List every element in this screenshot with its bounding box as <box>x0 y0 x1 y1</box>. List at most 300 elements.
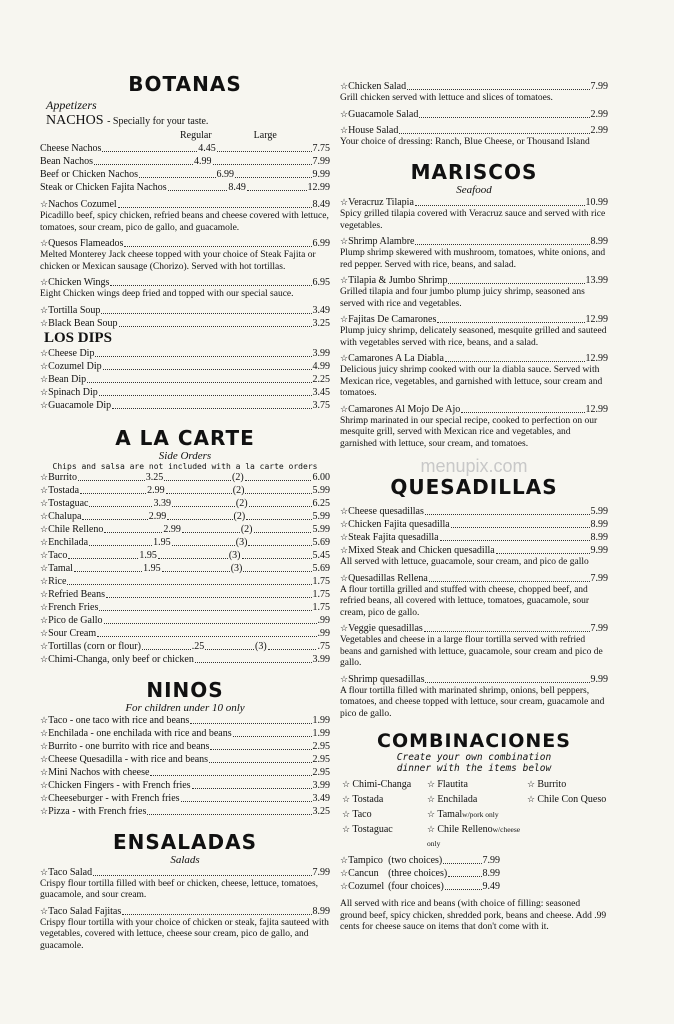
leader-dots <box>437 313 584 323</box>
leader-dots <box>106 588 311 598</box>
leader-dots <box>101 304 311 314</box>
star-icon: ☆ <box>40 805 49 816</box>
menu-item-row <box>40 779 330 792</box>
quesadilla-special-item <box>340 622 608 670</box>
large-price: 12.99 <box>307 182 331 193</box>
item-name: Mini Nachos with cheese <box>48 766 150 778</box>
item-name: Fajitas De Camarones <box>348 314 437 325</box>
ensaladas-list-left <box>40 866 330 953</box>
star-icon: ☆ <box>340 572 349 583</box>
leader-dots <box>164 471 231 481</box>
nachos-row <box>40 181 330 194</box>
combo-choice <box>527 792 608 807</box>
quantity: (3) <box>235 536 248 548</box>
leader-dots <box>162 562 230 572</box>
nachos-row <box>40 155 330 168</box>
combo-choice <box>527 777 608 792</box>
menu-item-row <box>340 531 608 544</box>
star-icon: ☆ <box>40 373 49 384</box>
ensaladas-list-right <box>340 80 608 148</box>
leader-dots <box>139 168 215 178</box>
menu-item-row <box>40 614 330 627</box>
leader-dots <box>213 155 312 165</box>
leader-dots <box>217 142 312 152</box>
star-icon: ☆ <box>40 562 49 573</box>
item-price: 12.99 <box>585 403 608 415</box>
multi-price: 5.99 <box>312 484 330 496</box>
a-la-carte-row <box>40 510 330 523</box>
star-icon: ☆ <box>40 510 49 521</box>
leader-dots <box>419 108 589 118</box>
item-description: Crispy flour tortilla filled with beef or chicken, cheese, lettuce, tomatoes, guacamole, and sour cream. <box>40 878 319 900</box>
leader-dots <box>195 653 312 663</box>
combo-choice-label: Chile Relleno <box>437 824 493 835</box>
item-name: Taco <box>48 549 68 561</box>
combo-price: 9.49 <box>482 881 500 892</box>
star-icon: ☆ <box>340 545 349 555</box>
item-price: 2.99 <box>590 108 608 120</box>
star-icon: ☆ <box>427 794 438 804</box>
leader-dots <box>245 484 311 494</box>
item-name: Mixed Steak and Chicken quesadilla <box>348 545 495 556</box>
regular-label: Regular <box>180 130 212 141</box>
combo-choice-label: Chimi-Changa <box>352 779 412 790</box>
menu-item-row <box>340 572 608 585</box>
leader-dots <box>119 317 312 327</box>
leader-dots <box>182 523 240 533</box>
leader-dots <box>243 562 311 572</box>
star-icon: ☆ <box>40 753 49 764</box>
botanas-items <box>40 198 330 301</box>
multi-price: .75 <box>317 640 330 652</box>
item-price: 1.99 <box>312 714 330 726</box>
item-name: Shrimp Alambre <box>348 236 415 247</box>
star-icon: ☆ <box>40 523 49 534</box>
leader-dots <box>112 399 311 409</box>
leader-dots <box>97 627 316 637</box>
mariscos-list <box>340 196 608 450</box>
quesadilla-special-item <box>340 572 608 620</box>
quesadillas-title: QUESADILLAS <box>390 475 558 499</box>
combinaciones-footer: All served with rice and beans (with choice of filling: seasoned ground beef, spicy chicken, shredded pork, beans and cheese. Add .99 cents for cheese sauce on items that don't come with it. <box>340 899 607 932</box>
combo-price: 8.99 <box>482 868 500 879</box>
a-la-carte-items <box>40 471 330 666</box>
star-icon: ☆ <box>40 317 49 328</box>
salad-item <box>40 905 330 953</box>
leader-dots <box>168 181 228 191</box>
menu-item-row <box>40 360 330 373</box>
combo-price-row <box>340 867 500 880</box>
multi-price: 5.99 <box>312 510 331 522</box>
item-description: Eight Chicken wings deep fried and topped with our special sauce. <box>40 289 294 299</box>
star-icon: ☆ <box>40 792 49 803</box>
item-name: Spinach Dip <box>48 386 98 398</box>
star-icon: ☆ <box>340 855 349 865</box>
item-name: Taco Salad <box>48 866 93 878</box>
leader-dots <box>104 614 317 624</box>
multi-price: 6.25 <box>312 497 331 509</box>
leader-dots <box>82 510 147 520</box>
leader-dots <box>99 386 312 396</box>
leader-dots <box>99 601 311 611</box>
menu-item-row <box>40 766 330 779</box>
star-icon: ☆ <box>40 497 49 508</box>
item-description: Vegetables and cheese in a large flour tortilla served with refried beans and garnished with lettuce, guacamole, sour cream and pico de gallo. <box>340 635 603 668</box>
item-description: Melted Monterey Jack cheese topped with your choice of Steak Fajita or chicken or Mexican sausage (Chorizo). Served with hot tortillas. <box>40 250 316 272</box>
combo-choice <box>427 822 527 851</box>
nachos-heading <box>46 113 330 129</box>
item-description: Shrimp marinated in our special recipe, cooked to perfection on our mesquite grill, served with Mexican rice and vegetables, and garnished with lettuce, sour cream, and tomatoes. <box>340 415 598 449</box>
star-icon: ☆ <box>40 640 49 651</box>
menu-item-row <box>340 80 608 93</box>
item-name: Rice <box>48 575 67 587</box>
single-price: 3.39 <box>153 497 171 509</box>
menu-item-row <box>40 347 330 360</box>
leader-dots <box>181 792 312 802</box>
combo-choice <box>427 792 527 807</box>
menu-item-row <box>340 403 608 416</box>
star-icon: ☆ <box>340 673 349 684</box>
item-price: 3.99 <box>312 653 330 665</box>
quantity: (2) <box>240 523 253 535</box>
item-name: Burrito - one burrito with rice and beans <box>48 740 210 752</box>
quesadillas-note: All served with lettuce, guacamole, sour cream, and pico de gallo <box>340 557 589 567</box>
item-name: Pizza - with French fries <box>48 805 147 817</box>
ninos-subtitle: For children under 10 only <box>125 701 245 714</box>
star-icon: ☆ <box>40 614 49 625</box>
quesadillas-list <box>340 505 608 557</box>
item-price: 3.49 <box>312 792 330 804</box>
salad-item <box>340 108 608 121</box>
item-description: Delicious juicy shrimp cooked with our la diabla sauce. Served with Mexican rice, vegetables, and garnished with lettuce, sour cream and tomatoes. <box>340 365 603 398</box>
item-name: Quesos Flameados <box>48 238 124 249</box>
star-icon: ☆ <box>340 197 349 207</box>
menu-item-row <box>40 588 330 601</box>
item-description: Grill chicken served with lettuce and slices of tomatoes. <box>340 93 553 103</box>
leader-dots <box>205 640 254 650</box>
menu-item-row <box>40 753 330 766</box>
item-price: 3.49 <box>312 304 330 316</box>
nachos-row <box>40 168 330 181</box>
leader-dots <box>87 373 311 383</box>
leader-dots <box>268 640 317 650</box>
multi-price: 6.00 <box>312 471 330 483</box>
leader-dots <box>445 880 482 890</box>
item-name: Cheese Nachos <box>40 143 102 154</box>
star-icon: ☆ <box>40 347 49 358</box>
menu-item-row <box>340 313 608 326</box>
item-price: .99 <box>317 614 330 626</box>
item-name: Tamal <box>48 562 73 574</box>
item-price: 7.99 <box>590 572 608 584</box>
quantity: (3) <box>228 549 241 561</box>
combo-choice-note: w/pork only <box>462 810 499 819</box>
seafood-item <box>340 274 608 310</box>
star-icon: ☆ <box>40 575 49 586</box>
leader-dots <box>124 237 311 247</box>
single-price: 1.95 <box>153 536 171 548</box>
leader-dots <box>209 753 311 763</box>
combo-name: Cozumel <box>348 881 385 892</box>
star-icon: ☆ <box>340 403 349 414</box>
ninos-title: NINOS <box>146 677 224 702</box>
quantity: (3) <box>230 562 243 574</box>
item-price: 2.95 <box>312 740 330 752</box>
menu-item-row <box>40 792 330 805</box>
star-icon: ☆ <box>342 779 353 789</box>
star-icon: ☆ <box>40 727 49 738</box>
leader-dots <box>451 518 590 528</box>
menu-item-row <box>40 714 330 727</box>
leader-dots <box>415 235 589 245</box>
item-name: Quesadillas Rellena <box>348 572 428 584</box>
star-icon: ☆ <box>340 275 349 285</box>
item-name: Cheese quesadillas <box>348 506 424 517</box>
a-la-carte-note: Chips and salsa are not included with a la carte orders <box>52 461 318 471</box>
appetizers-label: Appetizers <box>46 98 97 112</box>
item-name: Veracruz Tilapia <box>348 197 414 208</box>
combo-price: 7.99 <box>482 855 500 866</box>
leader-dots <box>122 905 311 915</box>
menu-item-row <box>40 373 330 386</box>
item-price: 7.99 <box>590 623 608 634</box>
item-name: Chimi-Changa, only beef or chicken <box>48 653 194 665</box>
menu-item-row <box>340 544 608 557</box>
leader-dots <box>104 523 162 533</box>
a-la-carte-subtitle: Side Orders <box>158 449 212 462</box>
star-icon: ☆ <box>40 549 49 560</box>
combo-name: Tampico <box>348 855 383 866</box>
leader-dots <box>443 854 481 864</box>
item-name: Steak Fajita quesadilla <box>348 532 439 543</box>
seafood-item <box>340 403 608 451</box>
tortillas-row <box>40 640 330 653</box>
leader-dots <box>118 198 312 208</box>
menu-item-row <box>40 740 330 753</box>
mariscos-subtitle: Seafood <box>456 184 492 196</box>
combinaciones-grid <box>340 777 608 851</box>
item-name: Enchilada - one enchilada with rice and beans <box>48 727 232 739</box>
item-name: Taco - one taco with rice and beans <box>48 714 190 726</box>
menu-item-row <box>40 727 330 740</box>
leader-dots <box>399 124 589 134</box>
leader-dots <box>235 168 311 178</box>
star-icon: ☆ <box>40 588 49 599</box>
leader-dots <box>110 276 311 286</box>
multi-price: 5.69 <box>312 562 331 574</box>
appetizer-item <box>40 237 330 273</box>
item-price: 13.99 <box>585 275 608 286</box>
leader-dots <box>102 142 197 152</box>
a-la-carte-row <box>40 523 330 536</box>
single-price: 1.95 <box>143 562 161 574</box>
a-la-carte-title: A LA CARTE <box>115 425 255 450</box>
a-la-carte-row <box>40 484 330 497</box>
quantity: (2) <box>232 471 244 483</box>
star-icon: ☆ <box>342 824 353 834</box>
combo-choices: (four choices) <box>388 881 444 892</box>
menu-item-row <box>40 601 330 614</box>
item-price: 3.75 <box>312 399 330 411</box>
quantity: (3) <box>255 640 267 652</box>
combo-choice-label: Flautita <box>437 779 468 790</box>
leader-dots <box>95 347 311 357</box>
star-icon: ☆ <box>427 779 438 789</box>
leader-dots <box>172 536 235 546</box>
seafood-item <box>340 235 608 271</box>
item-price: 8.99 <box>590 532 608 543</box>
item-price: 1.75 <box>312 601 330 613</box>
item-price: 2.95 <box>312 766 330 778</box>
item-price: 5.99 <box>590 506 608 517</box>
item-price: 1.75 <box>312 588 330 600</box>
seafood-item <box>340 352 608 400</box>
leader-dots <box>445 352 585 362</box>
star-icon: ☆ <box>340 519 349 529</box>
item-price: 8.99 <box>590 519 608 530</box>
single-price: 2.99 <box>147 484 165 496</box>
menu-item-row <box>40 905 330 918</box>
combo-choice-note: w/cheese only <box>427 825 521 848</box>
combo-choice <box>427 807 527 822</box>
item-name: French Fries <box>48 601 99 613</box>
leader-dots <box>247 181 307 191</box>
single-price: 2.99 <box>163 523 181 535</box>
star-icon: ☆ <box>40 277 49 287</box>
a-la-carte-row <box>40 471 330 484</box>
item-price: 10.99 <box>585 197 608 208</box>
dips-heading: LOS DIPS <box>44 329 112 346</box>
watermark: menupix.com <box>420 456 528 476</box>
item-name: Tostaguac <box>48 497 89 509</box>
item-description: Crispy flour tortilla with your choice of chicken or steak, fajita sauteed with vegetables, covered with lettuce, cheese sour cream, pico de gallo, and guacamole. <box>40 917 329 951</box>
combo-choice <box>342 792 427 807</box>
leader-dots <box>429 572 590 582</box>
star-icon: ☆ <box>340 108 349 119</box>
item-name: Steak or Chicken Fajita Nachos <box>40 182 167 193</box>
menu-item-row <box>40 399 330 412</box>
leader-dots <box>89 497 152 507</box>
item-description: Picadillo beef, spicy chicken, refried beans and cheese covered with lettuce, tomatoes, sour cream, pico de gallo, and guacamole. <box>40 211 329 233</box>
leader-dots <box>424 622 590 632</box>
item-price: 7.99 <box>590 81 608 92</box>
item-name: Chalupa <box>48 510 82 522</box>
item-price: 3.45 <box>312 386 330 398</box>
large-label: Large <box>253 130 277 141</box>
item-price: 8.99 <box>590 236 608 247</box>
item-name: Shrimp quesadillas <box>348 673 425 685</box>
item-description: A flour tortilla filled with marinated shrimp, onions, bell peppers, tomatoes, and cheese topped with lettuce, sour cream, guacamole and pico de gallo. <box>340 685 605 719</box>
item-name: Cheese Dip <box>48 347 95 359</box>
regular-price: 8.49 <box>228 182 246 193</box>
combo-choice <box>427 777 527 792</box>
item-name: Chicken Fingers - with French fries <box>48 779 191 791</box>
combo-name: Cancun <box>348 868 379 879</box>
star-icon: ☆ <box>340 81 349 91</box>
combo-choice-label: Chile Con Queso <box>537 794 607 805</box>
star-icon: ☆ <box>342 794 353 804</box>
star-icon: ☆ <box>40 484 49 495</box>
a-la-carte-row <box>40 536 330 549</box>
quesadillas-specials <box>340 572 608 721</box>
star-icon: ☆ <box>427 809 438 819</box>
item-name: Chicken Salad <box>348 81 407 92</box>
leader-dots <box>192 779 312 789</box>
combo-choice-label: Tostaguac <box>352 824 393 835</box>
menu-item-row <box>340 352 608 365</box>
star-icon: ☆ <box>340 623 349 633</box>
item-name: House Salad <box>348 124 399 136</box>
leader-dots <box>407 80 589 90</box>
star-icon: ☆ <box>40 714 49 725</box>
star-icon: ☆ <box>340 236 349 246</box>
combo-choice-label: Taco <box>352 809 372 820</box>
salad-item <box>340 80 608 105</box>
leader-dots <box>425 673 589 683</box>
item-price: 2.99 <box>590 124 608 136</box>
item-name: Pico de Gallo <box>48 614 103 626</box>
quantity: (2) <box>235 497 248 509</box>
item-name: Enchilada <box>48 536 89 548</box>
multi-price: 5.45 <box>312 549 330 561</box>
star-icon: ☆ <box>40 866 49 877</box>
large-price: 7.75 <box>312 143 330 154</box>
menu-item-row <box>40 653 330 666</box>
star-icon: ☆ <box>40 766 49 777</box>
leader-dots <box>248 536 311 546</box>
combo-price-row <box>340 854 500 867</box>
item-price: 9.99 <box>590 545 608 556</box>
item-name: Chicken Wings <box>48 277 110 288</box>
leader-dots <box>496 544 590 554</box>
star-icon: ☆ <box>340 868 349 878</box>
menu-item-row <box>40 575 330 588</box>
combinaciones-title: COMBINACIONES <box>377 730 571 752</box>
item-name: Sour Cream <box>48 627 97 639</box>
star-icon: ☆ <box>340 506 349 516</box>
item-description: Plump juicy shrimp, delicately seasoned, mesquite grilled and sauteed with vegetables served with rice, beans, and a salad. <box>340 326 607 348</box>
leader-dots <box>158 549 228 559</box>
item-price: .99 <box>317 627 330 639</box>
item-name: Bean Nachos <box>40 156 94 167</box>
multi-price: 5.99 <box>312 523 330 535</box>
regular-price: 6.99 <box>216 169 235 180</box>
item-price: 7.99 <box>312 866 330 878</box>
item-name: Cozumel Dip <box>48 360 102 372</box>
menu-item-row <box>40 627 330 640</box>
star-icon: ☆ <box>40 199 49 209</box>
menu-item-row <box>340 505 608 518</box>
item-price: 1.99 <box>312 727 330 739</box>
star-icon: ☆ <box>40 304 49 315</box>
appetizer-item <box>40 276 330 301</box>
leader-dots <box>68 549 138 559</box>
leader-dots <box>166 484 232 494</box>
item-description: Your choice of dressing: Ranch, Blue Cheese, or Thousand Island <box>340 136 590 147</box>
nachos-label: NACHOS <box>46 113 104 128</box>
menu-item-row <box>340 673 608 686</box>
single-price: 1.95 <box>139 549 157 561</box>
single-price: 3.25 <box>145 471 164 483</box>
menu-item-row <box>340 274 608 287</box>
ensaladas-subtitle: Salads <box>170 853 200 866</box>
leader-dots <box>210 740 311 750</box>
item-name: Cheeseburger - with French fries <box>48 792 180 804</box>
leader-dots <box>425 505 590 515</box>
combo-choice <box>342 807 427 822</box>
nachos-list <box>40 142 330 194</box>
item-name: Tilapia & Jumbo Shrimp <box>348 275 448 286</box>
